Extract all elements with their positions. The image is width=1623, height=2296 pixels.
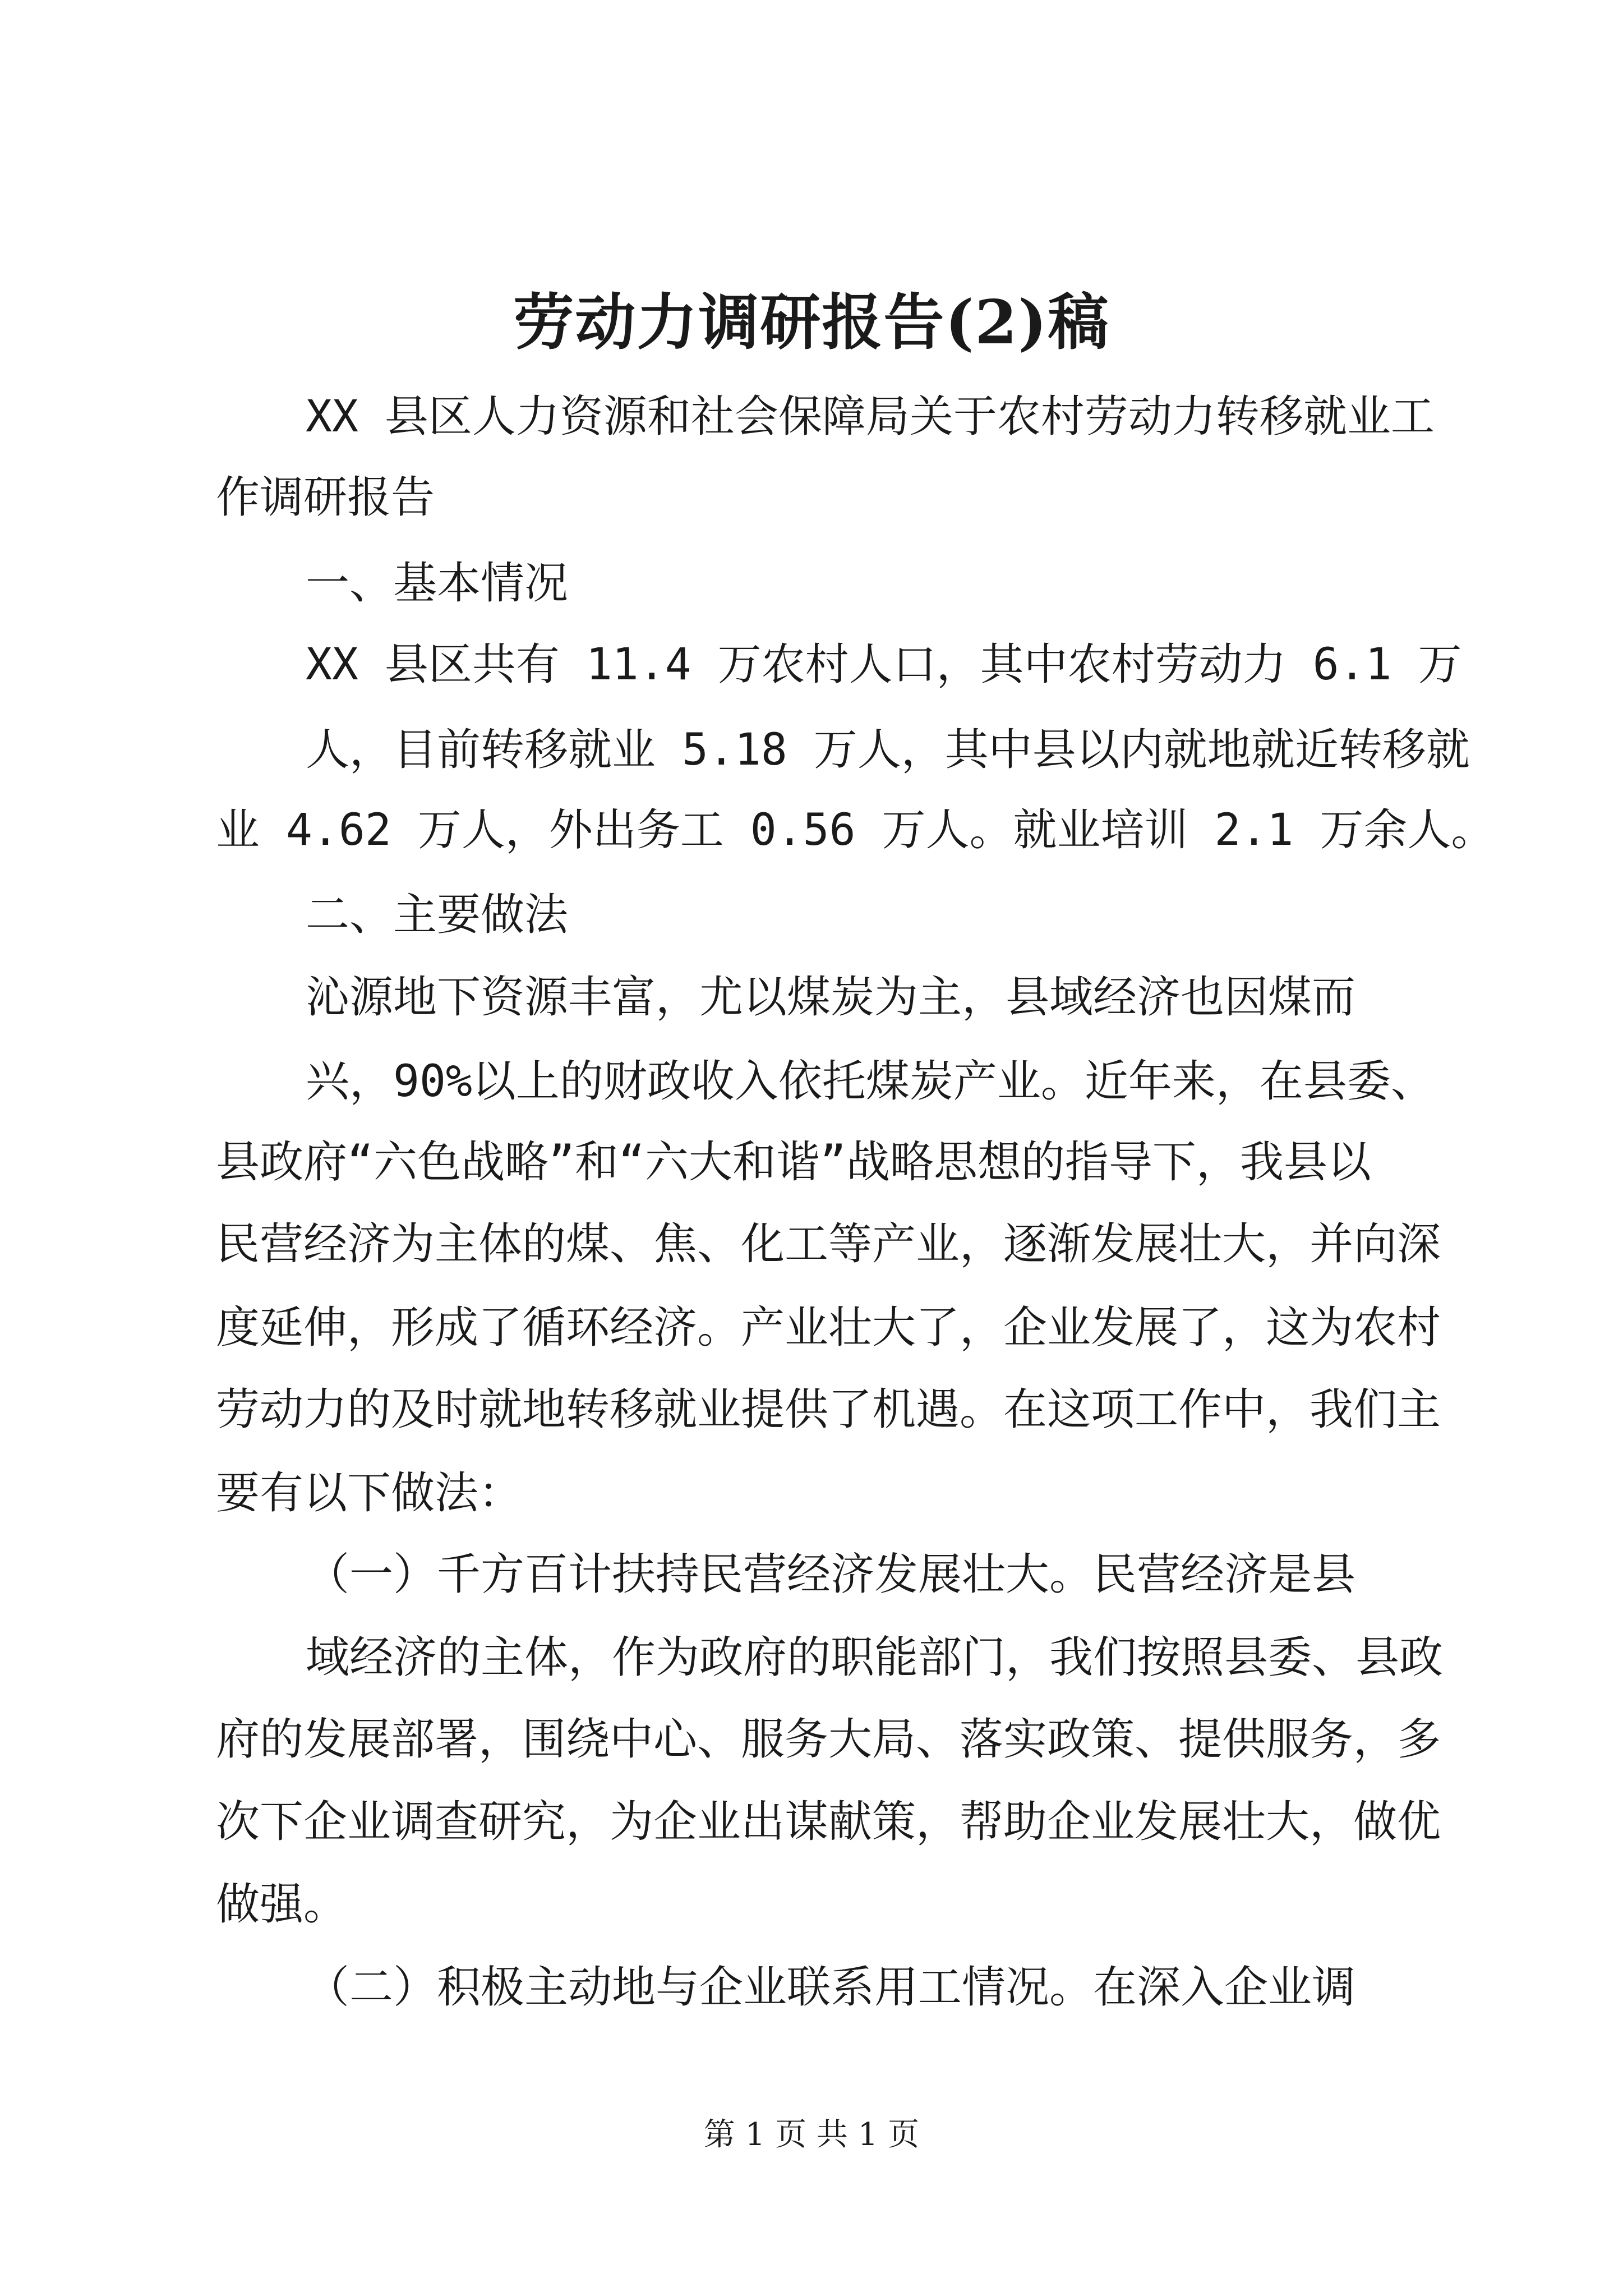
body-line: （二）积极主动地与企业联系用工情况。在深入企业调: [306, 1962, 1356, 2013]
section-heading: 一、基本情况: [306, 558, 569, 609]
body-line: 作调研报告: [216, 472, 435, 523]
body-line: 府的发展部署，围绕中心、服务大局、落实政策、提供服务，多: [216, 1714, 1441, 1765]
body-line: （一）千方百计扶持民营经济发展壮大。民营经济是县: [306, 1549, 1356, 1600]
body-line: 沁源地下资源丰富，尤以煤炭为主，县域经济也因煤而: [306, 972, 1356, 1023]
body-line: 劳动力的及时就地转移就业提供了机遇。在这项工作中，我们主: [216, 1384, 1441, 1435]
body-line: 县政府“六色战略”和“六大和谐”战略思想的指导下，我县以: [216, 1137, 1371, 1188]
body-line: 业 4.62 万人，外出务工 0.56 万人。就业培训 2.1 万余人。: [216, 805, 1495, 855]
body-line: 兴，90%以上的财政收入依托煤炭产业。近年来，在县委、: [306, 1056, 1435, 1107]
section-heading: 二、主要做法: [306, 890, 569, 940]
page-title: 劳动力调研报告(2)稿: [513, 287, 1110, 358]
body-line: XX 县区共有 11.4 万农村人口，其中农村劳动力 6.1 万: [306, 639, 1462, 690]
body-line: 人，目前转移就业 5.18 万人，其中县以内就地就近转移就: [306, 725, 1470, 775]
page-footer: 第 1 页 共 1 页: [703, 2116, 920, 2153]
body-line: 要有以下做法：: [216, 1468, 523, 1519]
body-line: 次下企业调查研究，为企业出谋献策，帮助企业发展壮大，做优: [216, 1797, 1441, 1847]
body-line: 域经济的主体，作为政府的职能部门，我们按照县委、县政: [306, 1632, 1444, 1683]
body-line: 民营经济为主体的煤、焦、化工等产业，逐渐发展壮大，并向深: [216, 1219, 1441, 1269]
body-line: 做强。: [216, 1879, 348, 1930]
body-line: 度延伸，形成了循环经济。产业壮大了，企业发展了，这为农村: [216, 1303, 1441, 1353]
body-line: XX 县区人力资源和社会保障局关于农村劳动力转移就业工: [306, 392, 1435, 442]
